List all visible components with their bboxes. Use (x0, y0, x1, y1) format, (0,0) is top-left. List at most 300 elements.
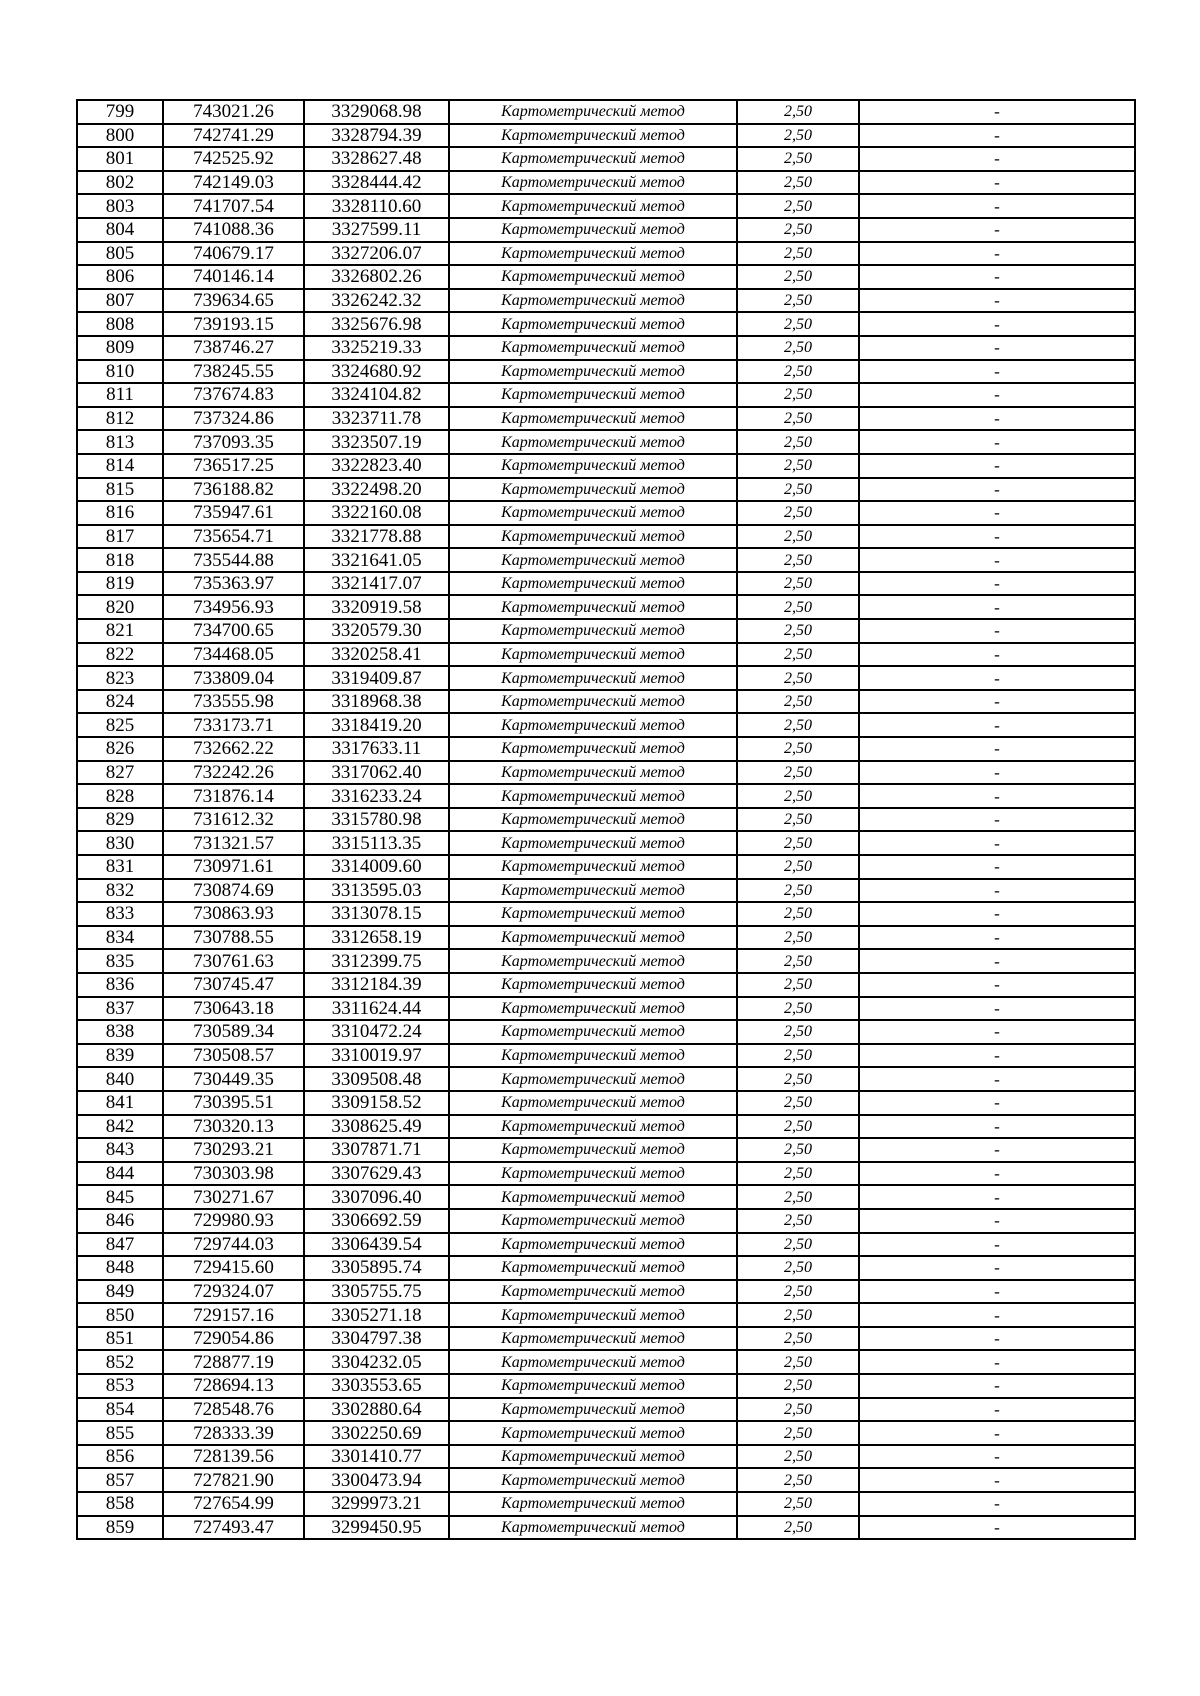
cell-accuracy: 2,50 (737, 1421, 859, 1445)
cell-note: - (859, 902, 1135, 926)
cell-method: Картометрический метод (449, 997, 737, 1021)
table-row (77, 1327, 1135, 1351)
cell-method: Картометрический метод (449, 761, 737, 785)
cell-coord-y: 3323507.19 (304, 430, 449, 454)
cell-note: - (859, 242, 1135, 266)
cell-coord-x: 738746.27 (163, 336, 304, 360)
cell-method: Картометрический метод (449, 1233, 737, 1257)
cell-method: Картометрический метод (449, 336, 737, 360)
cell-accuracy: 2,50 (737, 1233, 859, 1257)
cell-method: Картометрический метод (449, 1350, 737, 1374)
cell-coord-x: 737093.35 (163, 430, 304, 454)
cell-coord-y: 3322160.08 (304, 501, 449, 525)
cell-method: Картометрический метод (449, 784, 737, 808)
cell-accuracy: 2,50 (737, 713, 859, 737)
cell-note: - (859, 666, 1135, 690)
cell-accuracy: 2,50 (737, 808, 859, 832)
cell-method: Картометрический метод (449, 1421, 737, 1445)
cell-point-number: 823 (77, 666, 163, 690)
table-row (77, 312, 1135, 336)
cell-point-number: 825 (77, 713, 163, 737)
table-row (77, 1350, 1135, 1374)
cell-note: - (859, 1044, 1135, 1068)
cell-note: - (859, 1185, 1135, 1209)
cell-point-number: 838 (77, 1020, 163, 1044)
cell-method: Картометрический метод (449, 1209, 737, 1233)
cell-coord-y: 3326802.26 (304, 265, 449, 289)
table-row (77, 1374, 1135, 1398)
cell-note: - (859, 548, 1135, 572)
table-row (77, 1256, 1135, 1280)
table-row (77, 171, 1135, 195)
cell-note: - (859, 312, 1135, 336)
cell-coord-y: 3328110.60 (304, 194, 449, 218)
cell-coord-x: 734956.93 (163, 595, 304, 619)
table-row (77, 1303, 1135, 1327)
cell-note: - (859, 407, 1135, 431)
cell-accuracy: 2,50 (737, 997, 859, 1021)
table-row (77, 595, 1135, 619)
cell-coord-y: 3315113.35 (304, 831, 449, 855)
cell-coord-y: 3321778.88 (304, 525, 449, 549)
table-row (77, 454, 1135, 478)
cell-coord-x: 729415.60 (163, 1256, 304, 1280)
cell-coord-x: 736517.25 (163, 454, 304, 478)
cell-note: - (859, 737, 1135, 761)
cell-point-number: 803 (77, 194, 163, 218)
cell-accuracy: 2,50 (737, 926, 859, 950)
cell-accuracy: 2,50 (737, 973, 859, 997)
table-row (77, 1067, 1135, 1091)
cell-coord-y: 3302880.64 (304, 1398, 449, 1422)
cell-note: - (859, 997, 1135, 1021)
cell-coord-y: 3321641.05 (304, 548, 449, 572)
cell-coord-y: 3328444.42 (304, 171, 449, 195)
cell-note: - (859, 619, 1135, 643)
cell-accuracy: 2,50 (737, 218, 859, 242)
cell-note: - (859, 1516, 1135, 1540)
cell-coord-y: 3329068.98 (304, 100, 449, 124)
cell-accuracy: 2,50 (737, 1374, 859, 1398)
cell-note: - (859, 949, 1135, 973)
cell-point-number: 847 (77, 1233, 163, 1257)
table-row (77, 1115, 1135, 1139)
table-row (77, 855, 1135, 879)
cell-note: - (859, 855, 1135, 879)
cell-method: Картометрический метод (449, 454, 737, 478)
cell-note: - (859, 1374, 1135, 1398)
cell-accuracy: 2,50 (737, 265, 859, 289)
cell-coord-y: 3319409.87 (304, 666, 449, 690)
cell-note: - (859, 1091, 1135, 1115)
cell-coord-x: 729980.93 (163, 1209, 304, 1233)
table-row (77, 1209, 1135, 1233)
cell-note: - (859, 1350, 1135, 1374)
cell-note: - (859, 643, 1135, 667)
cell-point-number: 835 (77, 949, 163, 973)
cell-accuracy: 2,50 (737, 289, 859, 313)
cell-note: - (859, 1303, 1135, 1327)
table-row (77, 666, 1135, 690)
cell-coord-x: 730293.21 (163, 1138, 304, 1162)
table-row (77, 124, 1135, 148)
cell-coord-y: 3308625.49 (304, 1115, 449, 1139)
cell-coord-y: 3322823.40 (304, 454, 449, 478)
cell-accuracy: 2,50 (737, 831, 859, 855)
cell-method: Картометрический метод (449, 124, 737, 148)
cell-coord-y: 3310019.97 (304, 1044, 449, 1068)
cell-coord-y: 3306692.59 (304, 1209, 449, 1233)
cell-point-number: 826 (77, 737, 163, 761)
cell-coord-x: 737674.83 (163, 383, 304, 407)
cell-method: Картометрический метод (449, 926, 737, 950)
cell-accuracy: 2,50 (737, 478, 859, 502)
cell-accuracy: 2,50 (737, 902, 859, 926)
table-row (77, 1492, 1135, 1516)
cell-coord-y: 3320919.58 (304, 595, 449, 619)
table-row (77, 501, 1135, 525)
cell-coord-x: 730395.51 (163, 1091, 304, 1115)
cell-accuracy: 2,50 (737, 1209, 859, 1233)
cell-accuracy: 2,50 (737, 879, 859, 903)
cell-method: Картометрический метод (449, 407, 737, 431)
cell-accuracy: 2,50 (737, 100, 859, 124)
table-row (77, 383, 1135, 407)
cell-coord-y: 3312658.19 (304, 926, 449, 950)
table-row (77, 713, 1135, 737)
cell-coord-y: 3303553.65 (304, 1374, 449, 1398)
cell-method: Картометрический метод (449, 1162, 737, 1186)
cell-method: Картометрический метод (449, 1492, 737, 1516)
cell-point-number: 832 (77, 879, 163, 903)
table-row (77, 147, 1135, 171)
table-row (77, 1468, 1135, 1492)
cell-accuracy: 2,50 (737, 619, 859, 643)
cell-point-number: 851 (77, 1327, 163, 1351)
cell-coord-y: 3323711.78 (304, 407, 449, 431)
cell-note: - (859, 1445, 1135, 1469)
table-row (77, 360, 1135, 384)
table-body (77, 100, 1135, 1539)
cell-coord-y: 3317062.40 (304, 761, 449, 785)
cell-coord-y: 3299973.21 (304, 1492, 449, 1516)
cell-note: - (859, 1020, 1135, 1044)
cell-coord-y: 3312399.75 (304, 949, 449, 973)
cell-coord-x: 742741.29 (163, 124, 304, 148)
cell-point-number: 814 (77, 454, 163, 478)
cell-coord-x: 739634.65 (163, 289, 304, 313)
cell-method: Картометрический метод (449, 1280, 737, 1304)
table-row (77, 973, 1135, 997)
cell-note: - (859, 360, 1135, 384)
cell-coord-x: 730863.93 (163, 902, 304, 926)
cell-note: - (859, 525, 1135, 549)
cell-coord-x: 731876.14 (163, 784, 304, 808)
cell-point-number: 810 (77, 360, 163, 384)
table-row (77, 808, 1135, 832)
cell-coord-y: 3309158.52 (304, 1091, 449, 1115)
cell-method: Картометрический метод (449, 1115, 737, 1139)
cell-method: Картометрический метод (449, 643, 737, 667)
cell-accuracy: 2,50 (737, 147, 859, 171)
cell-method: Картометрический метод (449, 808, 737, 832)
cell-coord-x: 742149.03 (163, 171, 304, 195)
cell-coord-y: 3320258.41 (304, 643, 449, 667)
cell-method: Картометрический метод (449, 902, 737, 926)
cell-coord-x: 730303.98 (163, 1162, 304, 1186)
cell-coord-x: 731612.32 (163, 808, 304, 832)
cell-coord-x: 728877.19 (163, 1350, 304, 1374)
cell-point-number: 842 (77, 1115, 163, 1139)
cell-method: Картометрический метод (449, 194, 737, 218)
cell-point-number: 802 (77, 171, 163, 195)
cell-point-number: 824 (77, 690, 163, 714)
cell-coord-x: 729157.16 (163, 1303, 304, 1327)
cell-coord-x: 742525.92 (163, 147, 304, 171)
cell-coord-y: 3305755.75 (304, 1280, 449, 1304)
cell-coord-x: 730761.63 (163, 949, 304, 973)
cell-note: - (859, 713, 1135, 737)
cell-method: Картометрический метод (449, 831, 737, 855)
cell-coord-x: 730643.18 (163, 997, 304, 1021)
cell-method: Картометрический метод (449, 1398, 737, 1422)
cell-coord-y: 3299450.95 (304, 1516, 449, 1540)
cell-point-number: 837 (77, 997, 163, 1021)
cell-note: - (859, 973, 1135, 997)
cell-point-number: 827 (77, 761, 163, 785)
cell-coord-x: 731321.57 (163, 831, 304, 855)
cell-accuracy: 2,50 (737, 1044, 859, 1068)
table-row (77, 572, 1135, 596)
table-row (77, 265, 1135, 289)
cell-coord-x: 728694.13 (163, 1374, 304, 1398)
table-row (77, 1445, 1135, 1469)
table-row (77, 643, 1135, 667)
cell-accuracy: 2,50 (737, 690, 859, 714)
cell-point-number: 828 (77, 784, 163, 808)
cell-point-number: 848 (77, 1256, 163, 1280)
table-row (77, 478, 1135, 502)
cell-method: Картометрический метод (449, 1091, 737, 1115)
cell-note: - (859, 1233, 1135, 1257)
table-row (77, 1020, 1135, 1044)
table-row (77, 289, 1135, 313)
cell-accuracy: 2,50 (737, 1350, 859, 1374)
cell-coord-x: 728333.39 (163, 1421, 304, 1445)
cell-accuracy: 2,50 (737, 312, 859, 336)
table-row (77, 761, 1135, 785)
cell-coord-y: 3300473.94 (304, 1468, 449, 1492)
cell-accuracy: 2,50 (737, 383, 859, 407)
cell-note: - (859, 124, 1135, 148)
cell-method: Картометрический метод (449, 242, 737, 266)
cell-accuracy: 2,50 (737, 855, 859, 879)
cell-note: - (859, 336, 1135, 360)
cell-point-number: 830 (77, 831, 163, 855)
cell-coord-x: 743021.26 (163, 100, 304, 124)
table-row (77, 1091, 1135, 1115)
cell-point-number: 849 (77, 1280, 163, 1304)
cell-method: Картометрический метод (449, 1327, 737, 1351)
cell-point-number: 817 (77, 525, 163, 549)
cell-note: - (859, 879, 1135, 903)
cell-point-number: 845 (77, 1185, 163, 1209)
table-row (77, 1233, 1135, 1257)
cell-method: Картометрический метод (449, 572, 737, 596)
cell-note: - (859, 501, 1135, 525)
cell-method: Картометрический метод (449, 1303, 737, 1327)
cell-coord-x: 734700.65 (163, 619, 304, 643)
table-row (77, 737, 1135, 761)
cell-point-number: 836 (77, 973, 163, 997)
cell-point-number: 807 (77, 289, 163, 313)
cell-accuracy: 2,50 (737, 643, 859, 667)
cell-point-number: 852 (77, 1350, 163, 1374)
cell-note: - (859, 218, 1135, 242)
table-row (77, 1421, 1135, 1445)
cell-coord-y: 3318968.38 (304, 690, 449, 714)
cell-method: Картометрический метод (449, 312, 737, 336)
cell-coord-x: 730271.67 (163, 1185, 304, 1209)
table-row (77, 1162, 1135, 1186)
cell-coord-x: 730745.47 (163, 973, 304, 997)
cell-note: - (859, 289, 1135, 313)
cell-coord-y: 3307871.71 (304, 1138, 449, 1162)
table-row (77, 194, 1135, 218)
cell-point-number: 808 (77, 312, 163, 336)
cell-point-number: 799 (77, 100, 163, 124)
cell-method: Картометрический метод (449, 501, 737, 525)
cell-note: - (859, 1067, 1135, 1091)
cell-coord-x: 730589.34 (163, 1020, 304, 1044)
cell-point-number: 822 (77, 643, 163, 667)
cell-coord-y: 3305271.18 (304, 1303, 449, 1327)
cell-method: Картометрический метод (449, 525, 737, 549)
cell-coord-y: 3314009.60 (304, 855, 449, 879)
cell-note: - (859, 595, 1135, 619)
cell-point-number: 811 (77, 383, 163, 407)
cell-note: - (859, 194, 1135, 218)
cell-method: Картометрический метод (449, 1374, 737, 1398)
cell-coord-x: 735654.71 (163, 525, 304, 549)
cell-method: Картометрический метод (449, 666, 737, 690)
cell-method: Картометрический метод (449, 1516, 737, 1540)
cell-method: Картометрический метод (449, 1185, 737, 1209)
cell-accuracy: 2,50 (737, 1303, 859, 1327)
table-row (77, 690, 1135, 714)
table-row (77, 100, 1135, 124)
table-row (77, 242, 1135, 266)
cell-method: Картометрический метод (449, 1445, 737, 1469)
cell-coord-y: 3306439.54 (304, 1233, 449, 1257)
cell-coord-x: 733809.04 (163, 666, 304, 690)
cell-coord-y: 3313078.15 (304, 902, 449, 926)
cell-point-number: 816 (77, 501, 163, 525)
cell-coord-y: 3328794.39 (304, 124, 449, 148)
cell-point-number: 841 (77, 1091, 163, 1115)
cell-coord-y: 3318419.20 (304, 713, 449, 737)
cell-method: Картометрический метод (449, 973, 737, 997)
cell-coord-x: 733173.71 (163, 713, 304, 737)
cell-accuracy: 2,50 (737, 666, 859, 690)
cell-accuracy: 2,50 (737, 1138, 859, 1162)
cell-note: - (859, 761, 1135, 785)
cell-accuracy: 2,50 (737, 1492, 859, 1516)
cell-point-number: 833 (77, 902, 163, 926)
cell-accuracy: 2,50 (737, 572, 859, 596)
cell-method: Картометрический метод (449, 1256, 737, 1280)
cell-coord-y: 3302250.69 (304, 1421, 449, 1445)
cell-accuracy: 2,50 (737, 407, 859, 431)
cell-point-number: 844 (77, 1162, 163, 1186)
cell-point-number: 854 (77, 1398, 163, 1422)
cell-point-number: 812 (77, 407, 163, 431)
cell-coord-x: 730508.57 (163, 1044, 304, 1068)
cell-accuracy: 2,50 (737, 1162, 859, 1186)
cell-accuracy: 2,50 (737, 1091, 859, 1115)
table-row (77, 831, 1135, 855)
cell-accuracy: 2,50 (737, 737, 859, 761)
table-row (77, 1398, 1135, 1422)
table-row (77, 1185, 1135, 1209)
cell-coord-y: 3324680.92 (304, 360, 449, 384)
cell-method: Картометрический метод (449, 478, 737, 502)
cell-method: Картометрический метод (449, 879, 737, 903)
table-row (77, 336, 1135, 360)
cell-method: Картометрический метод (449, 949, 737, 973)
cell-accuracy: 2,50 (737, 1327, 859, 1351)
cell-coord-x: 732662.22 (163, 737, 304, 761)
cell-accuracy: 2,50 (737, 1280, 859, 1304)
cell-point-number: 840 (77, 1067, 163, 1091)
cell-coord-y: 3309508.48 (304, 1067, 449, 1091)
cell-accuracy: 2,50 (737, 1445, 859, 1469)
cell-coord-x: 728548.76 (163, 1398, 304, 1422)
cell-accuracy: 2,50 (737, 525, 859, 549)
cell-note: - (859, 1138, 1135, 1162)
cell-accuracy: 2,50 (737, 595, 859, 619)
cell-accuracy: 2,50 (737, 1398, 859, 1422)
cell-accuracy: 2,50 (737, 171, 859, 195)
cell-method: Картометрический метод (449, 713, 737, 737)
cell-coord-y: 3325676.98 (304, 312, 449, 336)
cell-coord-x: 727493.47 (163, 1516, 304, 1540)
cell-method: Картометрический метод (449, 218, 737, 242)
cell-coord-x: 739193.15 (163, 312, 304, 336)
cell-method: Картометрический метод (449, 1044, 737, 1068)
cell-point-number: 820 (77, 595, 163, 619)
cell-accuracy: 2,50 (737, 242, 859, 266)
cell-coord-x: 727654.99 (163, 1492, 304, 1516)
cell-method: Картометрический метод (449, 1067, 737, 1091)
cell-note: - (859, 1327, 1135, 1351)
cell-coord-y: 3305895.74 (304, 1256, 449, 1280)
cell-coord-y: 3327599.11 (304, 218, 449, 242)
cell-point-number: 821 (77, 619, 163, 643)
cell-method: Картометрический метод (449, 1020, 737, 1044)
cell-note: - (859, 478, 1135, 502)
cell-coord-x: 738245.55 (163, 360, 304, 384)
cell-coord-y: 3310472.24 (304, 1020, 449, 1044)
cell-accuracy: 2,50 (737, 454, 859, 478)
table-row (77, 548, 1135, 572)
cell-method: Картометрический метод (449, 360, 737, 384)
cell-note: - (859, 454, 1135, 478)
cell-coord-x: 736188.82 (163, 478, 304, 502)
cell-note: - (859, 784, 1135, 808)
table-row (77, 1138, 1135, 1162)
cell-coord-x: 734468.05 (163, 643, 304, 667)
